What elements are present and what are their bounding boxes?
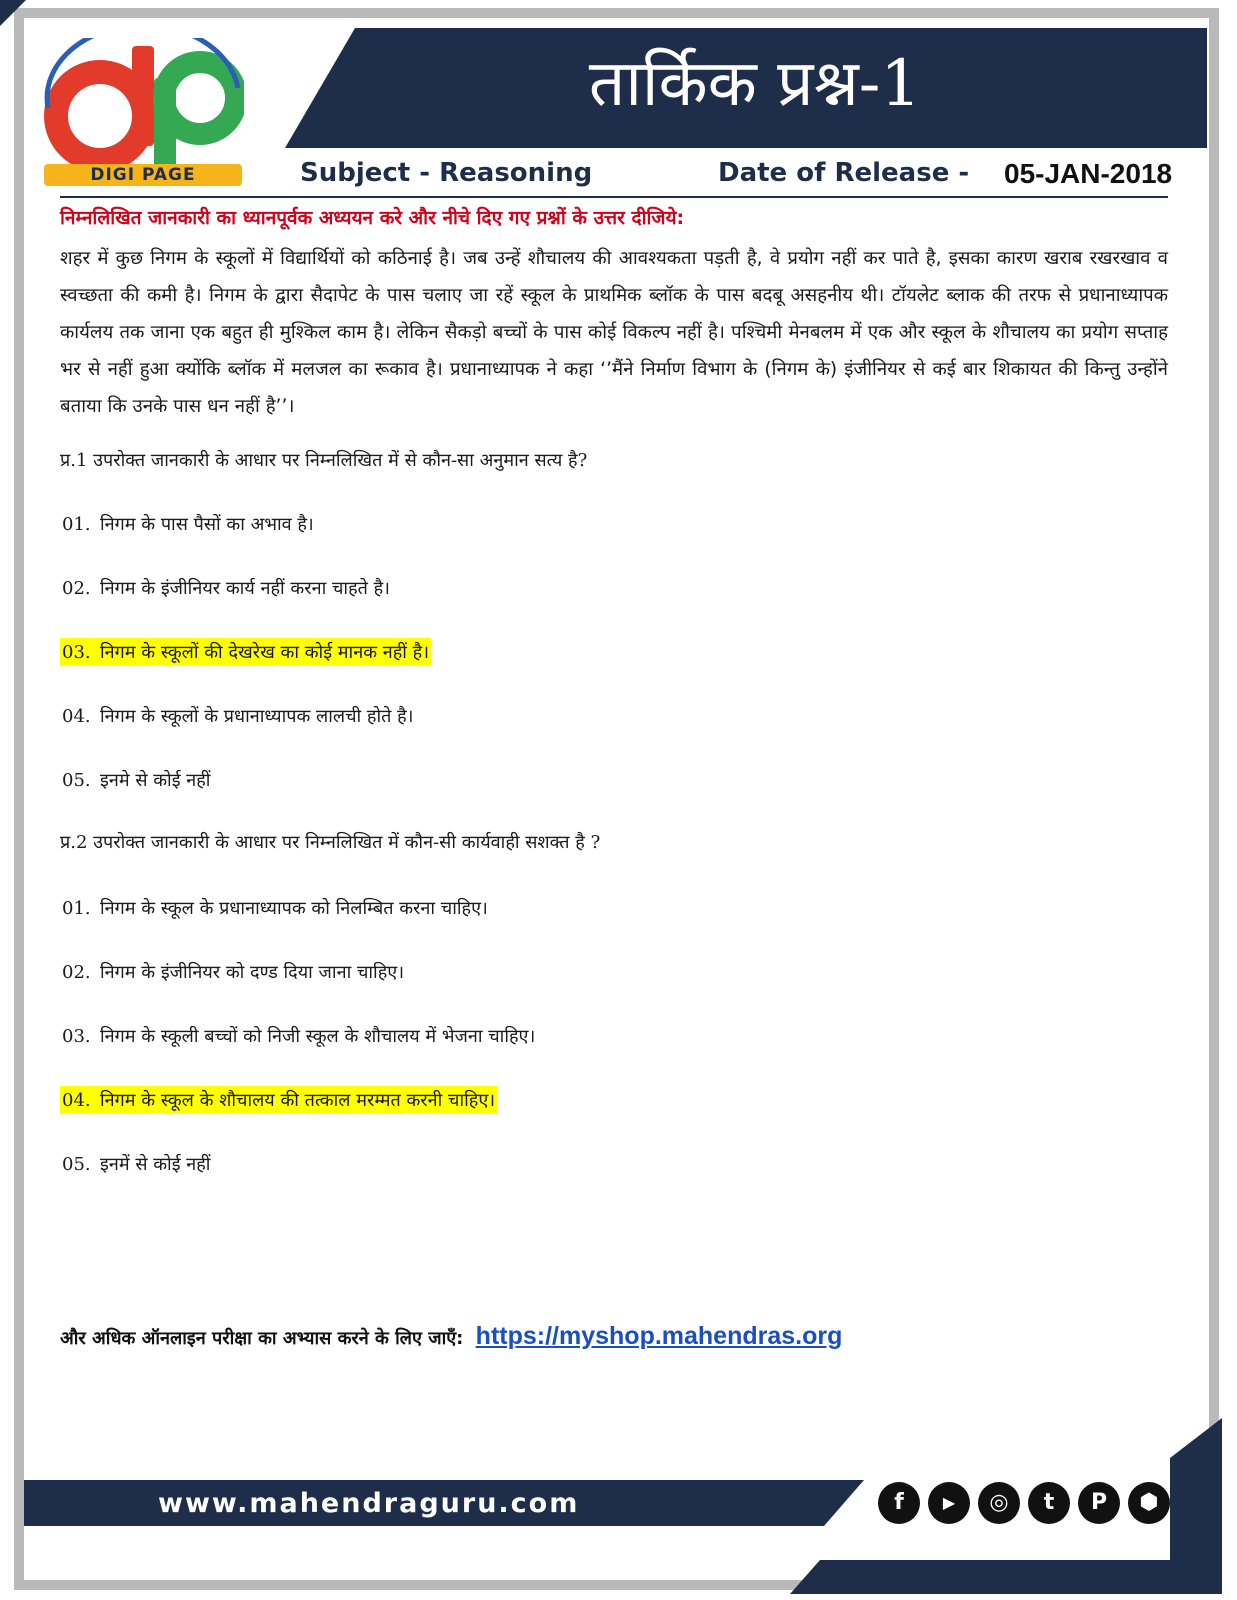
- option-number: 02.: [62, 578, 91, 599]
- corner-decoration-bottom: [790, 1560, 1222, 1594]
- option-number: 03.: [62, 642, 91, 663]
- subject-label: Subject - Reasoning: [300, 158, 593, 188]
- option-text: इनमे से कोई नहीं: [100, 770, 211, 791]
- pinterest-icon[interactable]: P: [1078, 1482, 1120, 1524]
- option-text: निगम के इंजीनियर को दण्ड दिया जाना चाहिए।: [100, 962, 405, 983]
- logo-badge: DIGI PAGE: [44, 164, 242, 186]
- option-text: इनमें से कोई नहीं: [100, 1154, 211, 1175]
- release-date: 05-JAN-2018: [1004, 158, 1173, 189]
- q1-option-2: [60, 574, 392, 602]
- option-number: 02.: [62, 962, 91, 983]
- twitter-icon[interactable]: t: [1028, 1482, 1070, 1524]
- instagram-icon[interactable]: ◎: [978, 1482, 1020, 1524]
- question-2: प्र.2 उपरोक्त जानकारी के आधार पर निम्नलिखित में कौन-सी कार्यवाही सशक्त है ?: [60, 832, 601, 853]
- q2-option-2: [60, 958, 406, 986]
- option-number: 01.: [62, 898, 91, 919]
- option-number: 04.: [62, 1090, 91, 1111]
- footer-note: [60, 1322, 842, 1351]
- option-text: निगम के स्कूलों की देखरेख का कोई मानक नहीं है।: [100, 642, 430, 663]
- option-number: 03.: [62, 1026, 91, 1047]
- shop-link[interactable]: https://myshop.mahendras.org: [475, 1322, 843, 1350]
- q2-option-5: [60, 1150, 212, 1178]
- option-text: निगम के स्कूल के प्रधानाध्यापक को निलम्बित करना चाहिए।: [100, 898, 488, 919]
- option-number: 04.: [62, 706, 91, 727]
- page-title: तार्किक प्रश्न-1: [588, 47, 922, 121]
- corner-decoration: [0, 0, 26, 26]
- q1-option-4: [60, 702, 416, 730]
- youtube-icon[interactable]: ▶: [928, 1482, 970, 1524]
- android-icon[interactable]: ⬢: [1128, 1482, 1170, 1524]
- subject-row: [300, 154, 1173, 192]
- option-text: निगम के स्कूल के शौचालय की तत्काल मरम्मत करनी चाहिए।: [100, 1090, 496, 1111]
- option-text: निगम के स्कूली बच्चों को निजी स्कूल के शौचालय में भेजना चाहिए।: [100, 1026, 536, 1047]
- option-number: 05.: [62, 770, 91, 791]
- q1-option-1: [60, 510, 316, 538]
- facebook-icon[interactable]: f: [878, 1482, 920, 1524]
- footer-note-text: और अधिक ऑनलाइन परीक्षा का अभ्यास करने के लिए जाएँ:: [60, 1328, 464, 1349]
- option-text: निगम के स्कूलों के प्रधानाध्यापक लालची होते है।: [100, 706, 414, 727]
- release-label: Date of Release -: [718, 158, 970, 188]
- logo-d-bowl: [56, 72, 144, 160]
- option-number: 01.: [62, 514, 91, 535]
- q2-option-3: [60, 1022, 537, 1050]
- option-text: निगम के पास पैसों का अभाव है।: [100, 514, 314, 535]
- option-number: 05.: [62, 1154, 91, 1175]
- header-divider: [60, 196, 1168, 198]
- q1-option-5: [60, 766, 212, 794]
- logo-d-stem: [132, 46, 154, 146]
- q2-option-4-answer: [60, 1086, 497, 1114]
- question-1: प्र.1 उपरोक्त जानकारी के आधार पर निम्नलिखित में से कौन-सा अनुमान सत्य है?: [60, 450, 588, 471]
- website-url[interactable]: www.mahendraguru.com: [158, 1488, 580, 1519]
- option-text: निगम के इंजीनियर कार्य नहीं करना चाहते है।: [100, 578, 390, 599]
- q2-option-1: [60, 894, 490, 922]
- q1-option-3-answer: [60, 638, 431, 666]
- instruction: निम्नलिखित जानकारी का ध्यानपूर्वक अध्ययन करे और नीचे दिए गए प्रश्नों के उत्तर दीजिये:: [60, 207, 685, 229]
- passage: शहर में कुछ निगम के स्कूलों में विद्यार्थियों को कठिनाई है। जब उन्हें शौचालय की आवश्यकता पड़ती है, वे प्रयोग नहीं कर पाते है, इसका कारण खराब रखरखाव व स्वच्छता की कमी है। निगम के द्वारा सैदापेट के पास चलाए जा रहें स्कूल के प्राथमिक ब्लॉक के पास बदबू असहनीय थी। टॉयलेट ब्लाक की तरफ से प्रधानाध्यापक कार्यलय तक जाना एक बहुत ही मुश्किल काम है। लेकिन सैकड़ो बच्चों के पास कोई विकल्प नहीं है। पश्चिमी मेनबलम में एक और स्कूल के शौचालय का प्रयोग सप्ताह भर से नहीं हुआ क्योंकि ब्लॉक में मलजल का रूकाव है। प्रधानाध्यापक ने कहा ‘’मैंने निर्माण विभाग के (निगम के) इंजीनियर से कई बार शिकायत की किन्तु उन्होंने बताया कि उनके पास धन नहीं है’’।: [60, 248, 1168, 417]
- logo-p-stem: [154, 78, 176, 170]
